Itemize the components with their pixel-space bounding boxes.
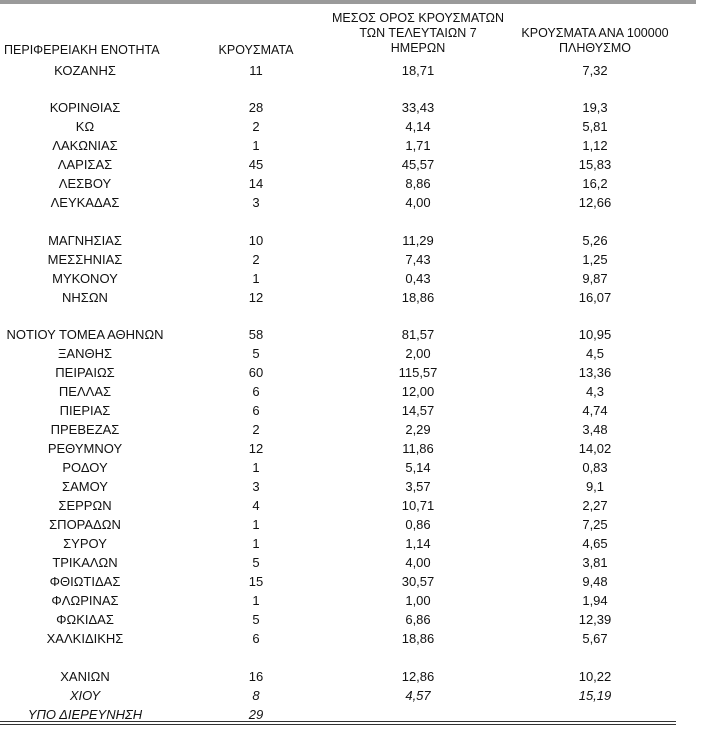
cases-cell: 60: [248, 365, 264, 380]
avg7-cell: 18,86: [401, 631, 435, 646]
region-cell: ΛΕΣΒΟΥ: [58, 176, 112, 191]
cases-cell: 1: [252, 536, 260, 551]
region-cell: ΦΛΩΡΙΝΑΣ: [51, 593, 119, 608]
avg7-cell: 11,29: [402, 233, 434, 248]
per100k-cell: 13,36: [578, 365, 612, 380]
bottom-border-double: [0, 724, 676, 725]
header-per100k-line-2: ΠΛΗΘΥΣΜΟ: [559, 41, 631, 55]
table-row: [0, 611, 711, 629]
per100k-cell: 15,19: [578, 688, 612, 703]
table-row: [0, 573, 711, 591]
per100k-cell: 12,39: [578, 612, 612, 627]
avg7-cell: 11,86: [402, 441, 434, 456]
per100k-cell: 4,74: [582, 403, 608, 418]
avg7-cell: 1,14: [405, 536, 431, 551]
avg7-cell: 1,71: [405, 138, 431, 153]
avg7-cell: 2,00: [405, 346, 431, 361]
per100k-cell: 7,32: [582, 63, 608, 78]
per100k-cell: 3,81: [582, 555, 608, 570]
region-cell: ΣΠΟΡΑΔΩΝ: [49, 517, 121, 532]
region-cell: ΝΗΣΩΝ: [62, 290, 108, 305]
table-row: [0, 175, 711, 193]
per100k-cell: 0,83: [582, 460, 608, 475]
cases-cell: 45: [248, 157, 264, 172]
per100k-cell: 15,83: [578, 157, 612, 172]
region-cell: ΚΩ: [75, 119, 95, 134]
per100k-cell: 16,2: [582, 176, 608, 191]
table-row: [0, 118, 711, 136]
region-cell: ΥΠΟ ΔΙΕΡΕΥΝΗΣΗ: [27, 707, 143, 722]
per100k-cell: 2,27: [582, 498, 608, 513]
cases-cell: 10: [248, 233, 264, 248]
region-cell: ΝΟΤΙΟΥ ΤΟΜΕΑ ΑΘΗΝΩΝ: [6, 327, 164, 342]
header-cases-label: ΚΡΟΥΣΜΑΤΑ: [218, 43, 294, 57]
avg7-cell: 4,00: [405, 555, 431, 570]
per100k-cell: 4,3: [585, 384, 605, 399]
avg7-cell: 14,57: [401, 403, 435, 418]
table-row: [0, 554, 711, 572]
region-cell: ΠΕΙΡΑΙΩΣ: [55, 365, 115, 380]
per100k-cell: 5,81: [582, 119, 608, 134]
table-row: [0, 289, 711, 307]
avg7-cell: 30,57: [401, 574, 435, 589]
table-row: [0, 364, 711, 382]
table-row: [0, 156, 711, 174]
cases-cell: 3: [252, 479, 260, 494]
table-row: [0, 630, 711, 648]
avg7-cell: 18,71: [401, 63, 435, 78]
cases-cell: 3: [252, 195, 260, 210]
cases-cell: 8: [252, 688, 260, 703]
per100k-cell: 12,66: [578, 195, 612, 210]
table-row: [0, 440, 711, 458]
table-row: [0, 535, 711, 553]
cases-cell: 14: [248, 176, 264, 191]
avg7-cell: 4,00: [405, 195, 431, 210]
region-cell: ΡΟΔΟΥ: [62, 460, 108, 475]
cases-cell: 16: [248, 669, 264, 684]
per100k-cell: 3,48: [582, 422, 608, 437]
per100k-cell: 19,3: [582, 100, 608, 115]
bottom-border: [0, 721, 676, 722]
cases-cell: 11: [249, 63, 263, 78]
cases-cell: 1: [252, 271, 260, 286]
region-cell: ΛΑΚΩΝΙΑΣ: [52, 138, 118, 153]
avg7-cell: 0,86: [405, 517, 431, 532]
table-row: [0, 668, 711, 686]
table-row: [0, 383, 711, 401]
avg7-cell: 4,57: [405, 688, 431, 703]
cases-cell: 2: [252, 252, 260, 267]
cases-cell: 1: [252, 138, 260, 153]
region-cell: ΚΟΡΙΝΘΙΑΣ: [49, 100, 121, 115]
per100k-cell: 1,12: [582, 138, 608, 153]
table-row: [0, 421, 711, 439]
cases-cell: 2: [252, 119, 260, 134]
avg7-cell: 81,57: [401, 327, 435, 342]
region-cell: ΜΕΣΣΗΝΙΑΣ: [47, 252, 123, 267]
cases-cell: 6: [252, 403, 260, 418]
avg7-cell: 8,86: [405, 176, 431, 191]
avg7-cell: 5,14: [405, 460, 431, 475]
cases-cell: 5: [252, 612, 260, 627]
cases-cell: 28: [248, 100, 264, 115]
table-row: [0, 478, 711, 496]
cases-cell: 6: [252, 631, 260, 646]
table-row: [0, 592, 711, 610]
region-cell: ΣΕΡΡΩΝ: [58, 498, 112, 513]
table-row: [0, 497, 711, 515]
cases-cell: 6: [252, 384, 260, 399]
cases-cell: 4: [252, 498, 260, 513]
table-row: [0, 99, 711, 117]
table-row: [0, 687, 711, 705]
per100k-cell: 16,07: [578, 290, 612, 305]
region-cell: ΜΥΚΟΝΟΥ: [52, 271, 118, 286]
per100k-cell: 1,25: [582, 252, 608, 267]
table-row: [0, 194, 711, 212]
region-cell: ΜΑΓΝΗΣΙΑΣ: [48, 233, 122, 248]
per100k-cell: 4,5: [585, 346, 605, 361]
region-cell: ΣΥΡΟΥ: [63, 536, 107, 551]
region-cell: ΧΙΟΥ: [69, 688, 101, 703]
region-cell: ΛΑΡΙΣΑΣ: [57, 157, 113, 172]
region-cell: ΦΩΚΙΔΑΣ: [56, 612, 114, 627]
per100k-cell: 9,87: [582, 271, 608, 286]
per100k-cell: 9,1: [585, 479, 605, 494]
region-cell: ΡΕΘΥΜΝΟΥ: [47, 441, 123, 456]
avg7-cell: 6,86: [405, 612, 431, 627]
region-cell: ΛΕΥΚΑΔΑΣ: [50, 195, 120, 210]
region-cell: ΧΑΝΙΩΝ: [60, 669, 110, 684]
per100k-cell: 14,02: [578, 441, 612, 456]
region-cell: ΠΕΛΛΑΣ: [58, 384, 112, 399]
avg7-cell: 12,00: [401, 384, 435, 399]
cases-cell: 1: [252, 517, 260, 532]
avg7-cell: 0,43: [405, 271, 431, 286]
region-cell: ΠΙΕΡΙΑΣ: [59, 403, 111, 418]
avg7-cell: 3,57: [405, 479, 431, 494]
table-row: [0, 326, 711, 344]
region-cell: ΤΡΙΚΑΛΩΝ: [52, 555, 118, 570]
cases-cell: 5: [252, 555, 260, 570]
avg7-cell: 7,43: [405, 252, 431, 267]
avg7-cell: 33,43: [401, 100, 435, 115]
cases-cell: 2: [252, 422, 260, 437]
per100k-cell: 4,65: [582, 536, 608, 551]
avg7-cell: 10,71: [401, 498, 435, 513]
avg7-cell: 2,29: [405, 422, 431, 437]
table-row: [0, 137, 711, 155]
region-cell: ΠΡΕΒΕΖΑΣ: [50, 422, 120, 437]
cases-cell: 1: [252, 593, 260, 608]
per100k-cell: 10,22: [578, 669, 612, 684]
table-row: [0, 251, 711, 269]
per100k-cell: 10,95: [578, 327, 612, 342]
table-row: [0, 516, 711, 534]
header-region-label: ΠΕΡΙΦΕΡΕΙΑΚΗ ΕΝΟΤΗΤΑ: [4, 43, 160, 57]
header-avg7-line-1: ΜΕΣΟΣ ΟΡΟΣ ΚΡΟΥΣΜΑΤΩΝ: [331, 11, 505, 25]
per100k-cell: 5,67: [582, 631, 608, 646]
table-row: [0, 402, 711, 420]
avg7-cell: 12,86: [401, 669, 435, 684]
per100k-cell: 5,26: [582, 233, 608, 248]
region-cell: ΧΑΛΚΙΔΙΚΗΣ: [46, 631, 124, 646]
avg7-cell: 18,86: [401, 290, 435, 305]
avg7-cell: 115,57: [398, 365, 438, 380]
cases-cell: 29: [248, 707, 264, 722]
per100k-cell: 9,48: [582, 574, 608, 589]
region-cell: ΚΟΖΑΝΗΣ: [54, 63, 116, 78]
header-per100k-line-1: ΚΡΟΥΣΜΑΤΑ ΑΝΑ 100000: [521, 26, 669, 40]
table-row: [0, 345, 711, 363]
cases-cell: 1: [252, 460, 260, 475]
table-row: [0, 232, 711, 250]
avg7-cell: 45,57: [401, 157, 435, 172]
region-cell: ΞΑΝΘΗΣ: [57, 346, 113, 361]
region-cell: ΣΑΜΟΥ: [62, 479, 108, 494]
header-avg7-line-2: ΤΩΝ ΤΕΛΕΥΤΑΙΩΝ 7: [359, 26, 477, 40]
header-avg7-line-3: ΗΜΕΡΩΝ: [390, 41, 446, 55]
table-row: [0, 62, 711, 80]
table-row: [0, 459, 711, 477]
table-row: [0, 270, 711, 288]
avg7-cell: 4,14: [405, 119, 431, 134]
avg7-cell: 1,00: [405, 593, 431, 608]
cases-cell: 5: [252, 346, 260, 361]
per100k-cell: 7,25: [582, 517, 608, 532]
cases-cell: 12: [248, 290, 264, 305]
per100k-cell: 1,94: [582, 593, 608, 608]
cases-cell: 15: [248, 574, 264, 589]
cases-cell: 58: [248, 327, 264, 342]
cases-cell: 12: [248, 441, 264, 456]
region-cell: ΦΘΙΩΤΙΔΑΣ: [49, 574, 121, 589]
